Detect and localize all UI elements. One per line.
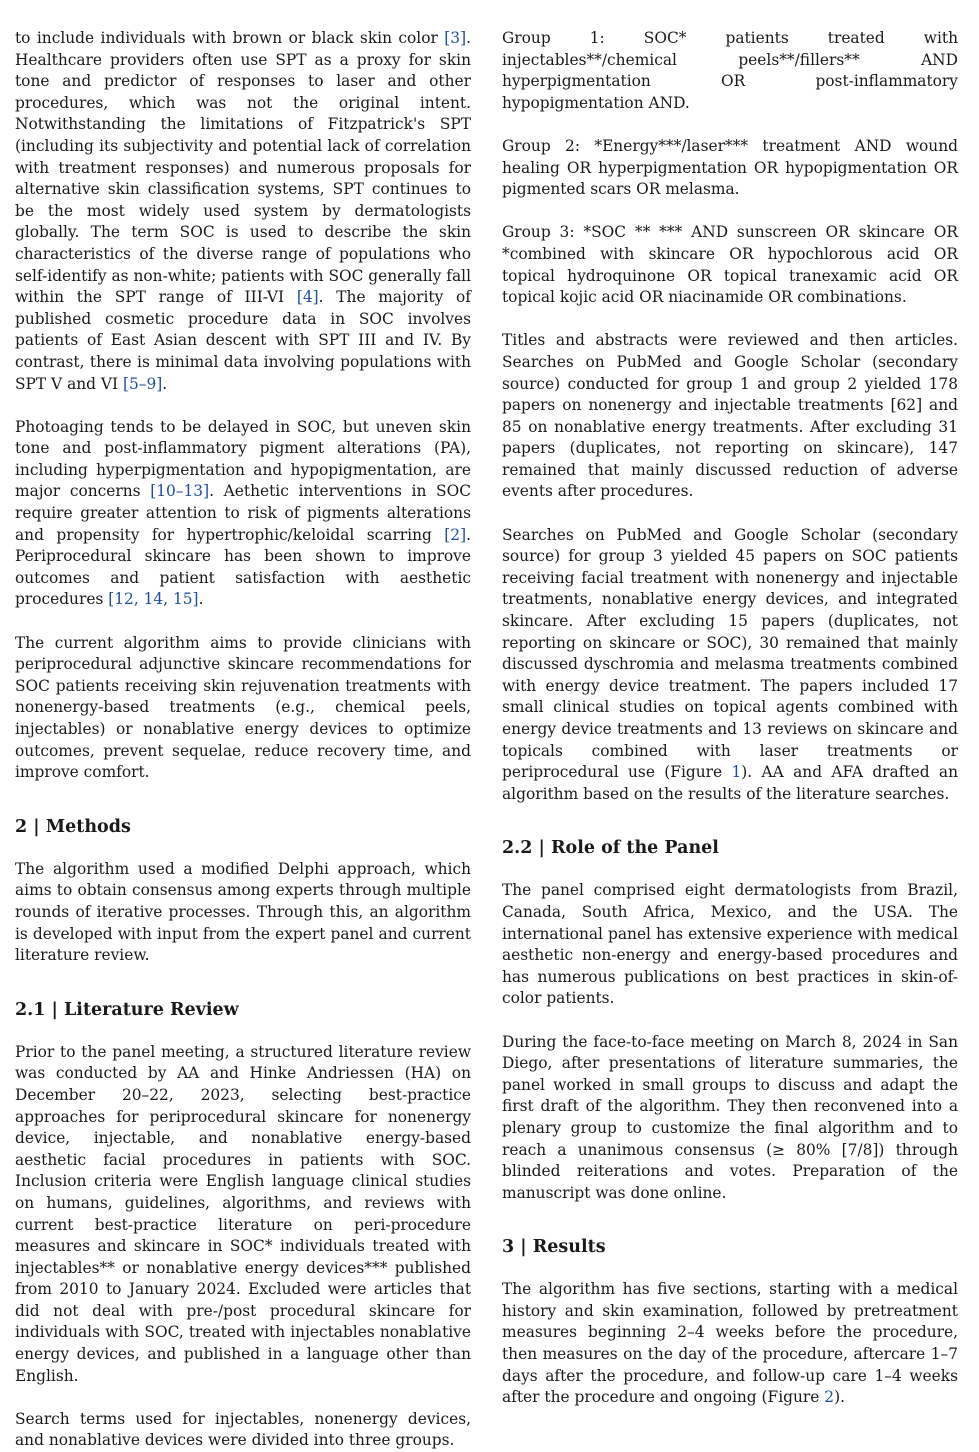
figure-link[interactable]: 2 [824, 1388, 835, 1407]
citation-link[interactable]: [5–9] [122, 374, 163, 393]
citation-link[interactable]: [2] [444, 525, 467, 544]
citation-link[interactable]: [3] [444, 29, 467, 47]
results-paragraph: The algorithm has five sections, starting with a medical history and skin examination, followed by pretreatment measures beginning 2–4 weeks before the procedure, then measures on the day of the procedure, aftercare 1–7 days after the procedure, and follow-up care 1–4 weeks after the procedure and ongoing (Figure 2). [502, 1280, 958, 1407]
figure-link[interactable]: 1 [731, 763, 742, 782]
section-heading-literature-review: 2.1 | Literature Review [15, 999, 239, 1020]
panel-paragraph-2: During the face-to-face meeting on March 8, 2024 in San Diego, after presentations of literature summaries, the panel worked in small groups to discuss and adapt the first draft of the algorithm. They then reconvened into a plenary group to customize the final algorithm and to reach a unanimous consensus (≥ 80% [7/8]) through blinded reiterations and votes. Preparation of the manuscript was done online. [502, 1032, 958, 1202]
literature-paragraph-2: Search terms used for injectables, nonenergy devices, and nonablative devices were divided into three groups. [15, 1409, 471, 1450]
section-heading-results: 3 | Results [502, 1237, 606, 1258]
search-group-2: Group 2: *Energy***/laser*** treatment AND wound healing OR hyperpigmentation OR hypopigmentation OR pigmented scars OR melasma. [502, 136, 958, 199]
search-group-1: Group 1: SOC* patients treated with injectables**/chemical peels**/fillers** AND hyperpigmentation OR post-inflammatory hypopigmentation AND. [502, 29, 958, 112]
search-results-paragraph-2: Searches on PubMed and Google Scholar (secondary source) for group 3 yielded 45 papers on SOC patients receiving facial treatment with nonenergy and injectable treatments, nonablative energy devices, and integrated skincare. After excluding 15 papers (duplicates, not reporting on skincare or SOC), 30 remained that mainly discussed dyschromia and melasma treatments combined with energy device treatment. The papers included 17 small clinical studies on topical agents combined with energy device treatments and 13 reviews on skincare and topicals combined with laser treatments or periprocedural use (Figure 1). AA and AFA drafted an algorithm based on the results of the literature searches. [502, 525, 958, 803]
left-column [15, 28, 471, 1452]
intro-paragraph-1: to include individuals with brown or black skin color [3]. Healthcare providers often use SPT as a proxy for skin tone and predictor of responses to laser and other procedures, which was not the original intent. Notwithstanding the limitations of Fitzpatrick's SPT (including its subjectivity and potential lack of correlation with treatment responses) and numerous proposals for alternative skin classification systems, SPT continues to be the most widely used system by dermatologists globally. The term SOC is used to describe the skin characteristics of the diverse range of populations who self-identify as non-white; patients with SOC generally fall within the SPT range of III-VI [4]. The majority of published cosmetic procedure data in SOC involves patients of East Asian descent with SPT III and IV. By contrast, there is minimal data involving populations with SPT V and VI [5–9]. [15, 29, 471, 393]
search-group-3: Group 3: *SOC ** *** AND sunscreen OR skincare OR *combined with skincare OR hypochlorous acid OR topical hydroquinone OR topical tranexamic acid OR topical kojic acid OR niacinamide OR combinations. [502, 223, 958, 307]
right-column [502, 28, 958, 1409]
intro-paragraph-2: Photoaging tends to be delayed in SOC, but uneven skin tone and post-inflammatory pigment alterations (PA), including hyperpigmentation and hypopigmentation, are major concerns [10–13]. Aethetic interventions in SOC require greater attention to risk of pigments alterations and propensity for hypertrophic/keloidal scarring [2]. Periprocedural skincare has been shown to improve outcomes and patient satisfaction with aesthetic procedures [12, 14, 15]. [15, 417, 471, 609]
citation-link[interactable]: [4] [296, 288, 319, 307]
search-results-paragraph-1: Titles and abstracts were reviewed and then articles. Searches on PubMed and Google Scholar (secondary source) conducted for group 1 and group 2 yielded 178 papers on nonenergy and injectable treatments [62] and 85 on nonablative energy treatments. After excluding 31 papers (duplicates, not reporting on skincare), 147 remained that mainly discussed reduction of adverse events after procedures. [502, 331, 958, 501]
methods-paragraph: The algorithm used a modified Delphi approach, which aims to obtain consensus among experts through multiple rounds of iterative processes. Through this, an algorithm is developed with input from the expert panel and current literature review. [15, 859, 471, 965]
panel-paragraph-1: The panel comprised eight dermatologists from Brazil, Canada, South Africa, Mexico, and the USA. The international panel has extensive experience with medical aesthetic non-energy and energy-based procedures and has numerous publications on best practices in skin-of-color patients. [502, 881, 958, 1008]
section-heading-role-of-panel: 2.2 | Role of the Panel [502, 838, 719, 859]
section-heading-methods: 2 | Methods [15, 816, 131, 837]
citation-link[interactable]: [12, 14, 15] [108, 590, 199, 609]
literature-paragraph-1: Prior to the panel meeting, a structured literature review was conducted by AA and Hinke Andriessen (HA) on December 20–22, 2023, selecting best-practice approaches for periprocedural skincare for nonenergy device, injectable, and nonablative energy-based aesthetic facial procedures in patients with SOC. Inclusion criteria were English language clinical studies on humans, guidelines, algorithms, and reviews with current best-practice literature on peri-procedure measures and skincare in SOC* individuals treated with injectables** or nonablative energy devices*** published from 2010 to January 2024. Excluded were articles that did not deal with pre-/post procedural skincare for individuals with SOC, treated with injectables nonablative energy devices, and published in a language other than English. [15, 1042, 471, 1385]
citation-link[interactable]: [10–13] [150, 482, 210, 501]
intro-paragraph-3: The current algorithm aims to provide clinicians with periprocedural adjunctive skincare recommendations for SOC patients receiving skin rejuvenation treatments with nonenergy-based treatments (e.g., chemical peels, injectables) or nonablative energy devices to optimize outcomes, prevent sequelae, reduce recovery time, and improve comfort. [15, 633, 471, 782]
